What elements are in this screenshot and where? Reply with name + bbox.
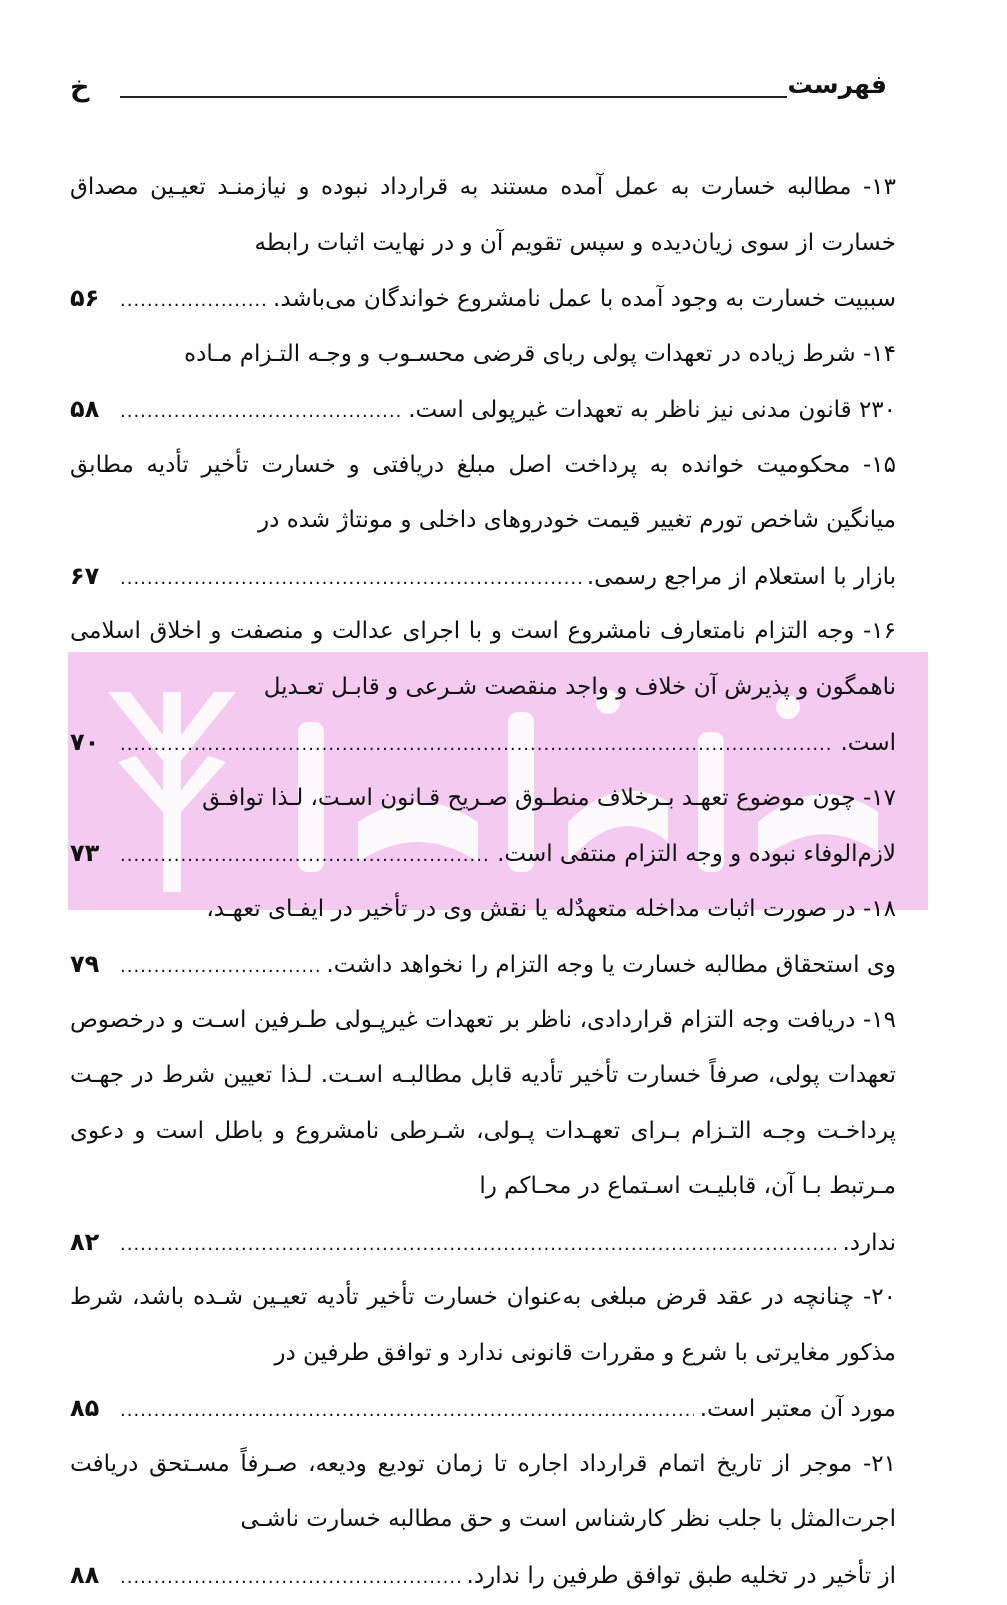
toc-entry-tail: لازم‌الوفاء نبوده و وجه التزام منتفی است.: [497, 827, 896, 883]
toc-page-number: ۸۲: [70, 1215, 110, 1271]
dot-leader: [120, 384, 402, 440]
dot-leader: [120, 551, 581, 607]
toc-entry-tail: سببیت خسارت به وجود آمده با عمل نامشروع خواندگان می‌باشد.: [273, 272, 896, 328]
toc-entry[interactable]: [70, 438, 896, 605]
toc-entry-tail: وی استحقاق مطالبه خسارت یا وجه التزام را نخواهد داشت.: [326, 938, 896, 994]
toc-entry-text: ۱۸- در صورت اثبات مداخله متعهدٌله یا نقش وی در تأخیر در ایفـای تعهـد،: [70, 882, 896, 938]
dot-leader: [120, 1550, 461, 1605]
header-title: فهرست: [788, 70, 887, 99]
dot-leader: [120, 273, 267, 329]
toc-entry-tail: است.: [840, 716, 896, 772]
toc-page-number: ۵۸: [70, 382, 110, 438]
toc-entry[interactable]: [70, 993, 896, 1271]
toc-entry-last-line: [70, 1381, 896, 1437]
toc-page-number: ۸۵: [70, 1381, 110, 1437]
toc-entry-tail: مورد آن معتبر است.: [700, 1382, 896, 1438]
toc-entry-tail: از تأخیر در تخلیه طبق توافق طرفین را ندارد.: [467, 1549, 896, 1605]
toc-entry[interactable]: [70, 160, 896, 327]
toc-entry-last-line: [70, 937, 896, 993]
toc-entry-text: ۱۳- مطالبه خسارت به عمل آمده مستند به قرارداد نبوده و نیازمنـد تعیـین مصداق خسارت از سوی زیان‌دیده و سپس تقویم آن و در نهایت اثبات رابطه: [70, 160, 896, 271]
header-page-letter: خ: [70, 72, 89, 103]
dot-leader: [120, 1383, 694, 1439]
toc-entry-tail: بازار با استعلام از مراجع رسمی.: [587, 550, 896, 606]
toc-entry-last-line: [70, 1548, 896, 1604]
toc-page-number: ۷۳: [70, 826, 110, 882]
toc-page-number: ۷۰: [70, 715, 110, 771]
toc-entry-last-line: [70, 382, 896, 438]
toc-page-number: ۶۷: [70, 549, 110, 605]
toc-page-number: ۵۶: [70, 271, 110, 327]
toc-entry-text: ۱۹- دریافت وجه التزام قراردادی، ناظر بر تعهدات غیرپـولی طـرفین اسـت و درخصوص تعهدات پولی، صرفاً خسارت تأخیر تأدیه قابل مطالبـه اسـت. لـذا تعیین شرط در جهـت پرداخـت وجـه التـزام بـرای تعهـدات پـولی، شـرطی نامشروع و باطل است و دعوی مـرتبط بـا آن، قابلیـت اسـتماع در محـاکم را: [70, 993, 896, 1215]
toc-entry[interactable]: [70, 771, 896, 882]
toc-entry-last-line: [70, 715, 896, 771]
header-rule: [120, 96, 787, 98]
dot-leader: [120, 1217, 836, 1273]
table-of-contents: [70, 160, 896, 1603]
toc-entry-tail: ۲۳۰ قانون مدنی نیز ناظر به تعهدات غیرپولی است.: [408, 383, 896, 439]
toc-entry-text: ۱۶- وجه التزام نامتعارف نامشروع است و با اجرای عدالت و منصفت و اخلاق اسلامی ناهمگون و پذیرش آن خلاف و واجد منقصت شـرعی و قابـل تعـدیل: [70, 604, 896, 715]
toc-entry[interactable]: [70, 1437, 896, 1604]
dot-leader: [120, 939, 320, 995]
toc-entry-text: ۱۴- شرط زیاده در تعهدات پولی ربای قرضی محسـوب و وجـه التـزام مـاده: [70, 327, 896, 383]
toc-entry-last-line: [70, 826, 896, 882]
toc-entry-text: ۱۵- محکومیت خوانده به پرداخت اصل مبلغ دریافتی و خسارت تأخیر تأدیه مطابق میانگین شاخص تورم تغییر قیمت خودروهای داخلی و مونتاژ شده در: [70, 438, 896, 549]
toc-entry-last-line: [70, 271, 896, 327]
toc-entry-last-line: [70, 549, 896, 605]
toc-entry-text: ۲۱- موجر از تاریخ اتمام قرارداد اجاره تا زمان تودیع ودیعه، صـرفاً مسـتحق دریافت اجرت‌المثل با جلب نظر کارشناس است و حق مطالبه خسارت ناشـی: [70, 1437, 896, 1548]
toc-entry[interactable]: [70, 604, 896, 771]
toc-entry-text: ۲۰- چنانچه در عقد قرض مبلغی به‌عنوان خسارت تأخیر تأدیه تعیـین شـده باشد، شرط مذکور مغایرتی با شرع و مقررات قانونی ندارد و توافق طرفین در: [70, 1270, 896, 1381]
toc-entry[interactable]: [70, 882, 896, 993]
toc-entry-tail: ندارد.: [842, 1216, 896, 1272]
dot-leader: [120, 717, 834, 773]
toc-page-number: ۷۹: [70, 937, 110, 993]
dot-leader: [120, 828, 491, 884]
toc-page-number: ۸۸: [70, 1548, 110, 1604]
toc-entry[interactable]: [70, 1270, 896, 1437]
page-header: [70, 66, 887, 106]
toc-entry-text: ۱۷- چون موضوع تعهـد بـرخلاف منطـوق صـریح قـانون اسـت، لـذا توافـق: [70, 771, 896, 827]
toc-entry-last-line: [70, 1215, 896, 1271]
toc-entry[interactable]: [70, 327, 896, 438]
